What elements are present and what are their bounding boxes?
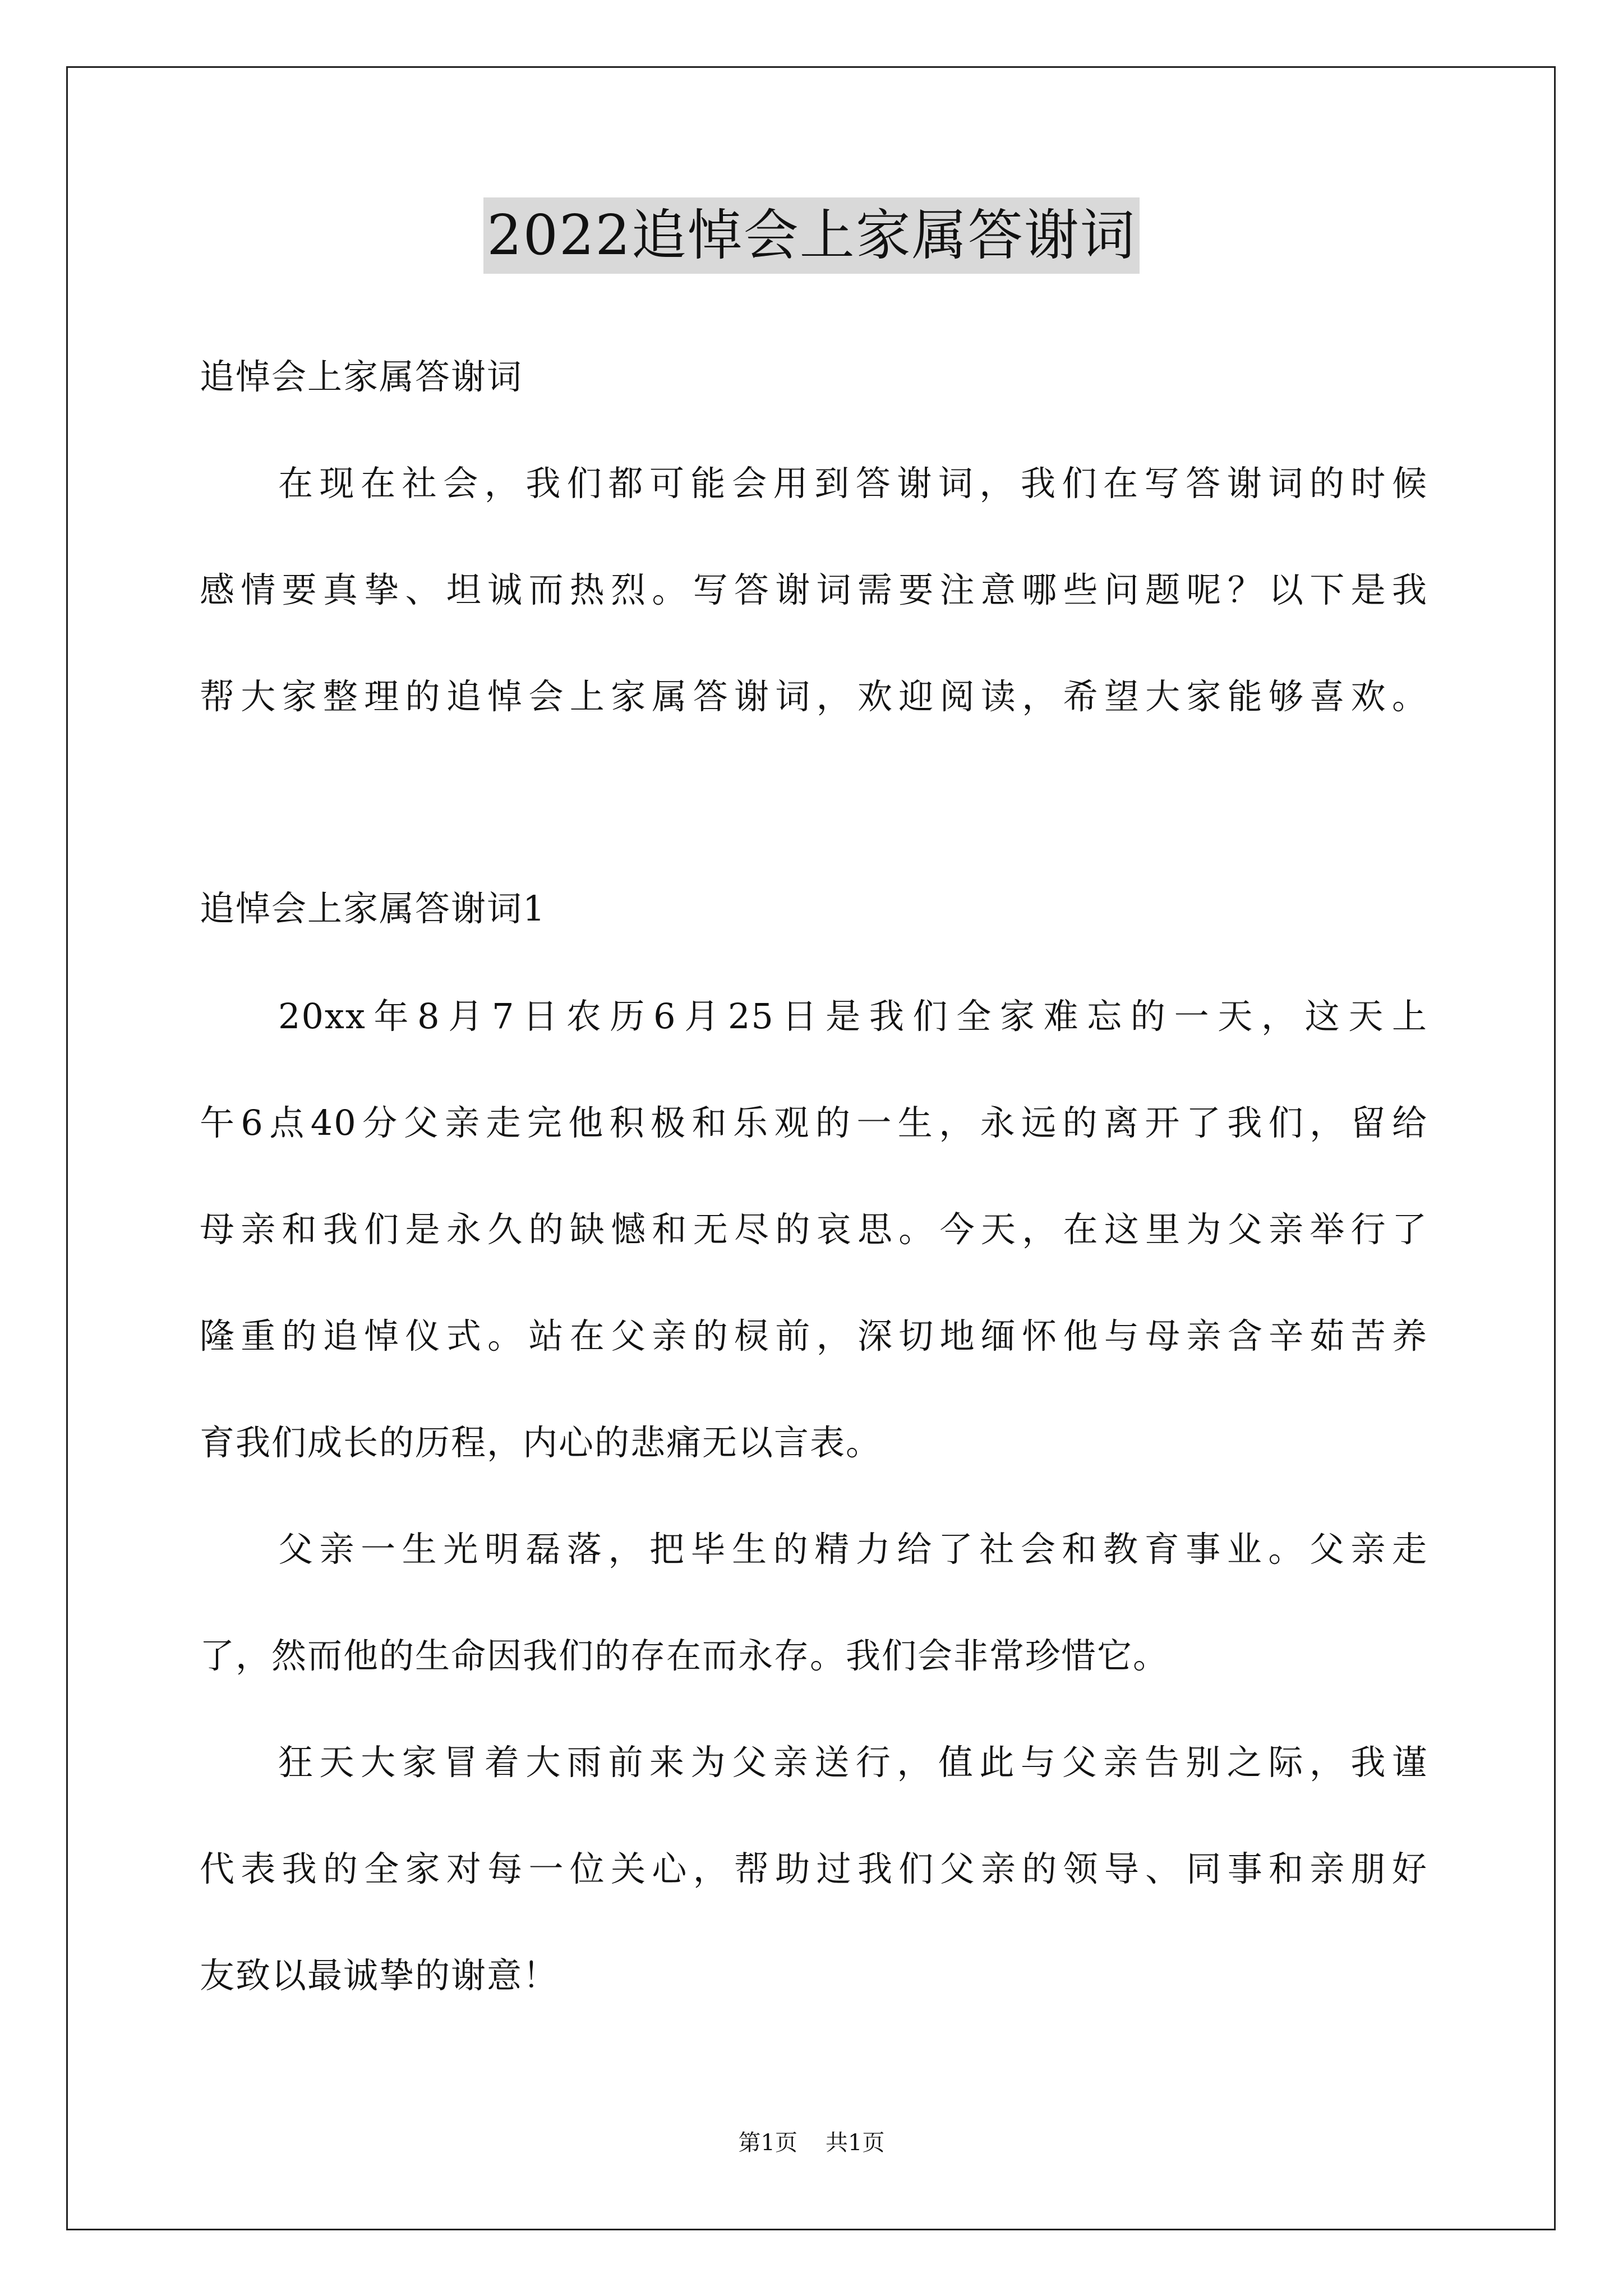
- paragraph-line: 父亲一生光明磊落，把毕生的精力给了社会和教育事业。父亲走: [278, 1529, 1428, 1570]
- paragraph-line: 狂天大家冒着大雨前来为父亲送行，值此与父亲告别之际，我谨: [278, 1742, 1428, 1783]
- intro-line: 在现在社会，我们都可能会用到答谢词，我们在写答谢词的时候: [278, 463, 1428, 504]
- paragraph-line: 午6点40分父亲走完他积极和乐观的一生，永远的离开了我们，留给: [200, 1102, 1428, 1143]
- paragraph-line: 友致以最诚挚的谢意！: [200, 1955, 559, 1996]
- paragraph-line: 隆重的追悼仪式。站在父亲的棂前，深切地缅怀他与母亲含辛茹苦养: [200, 1315, 1428, 1356]
- paragraph-line: 20xx年8月7日农历6月25日是我们全家难忘的一天，这天上: [278, 996, 1428, 1037]
- page-number: 第1页: [738, 2130, 797, 2156]
- page-total: 共1页: [826, 2130, 885, 2156]
- paragraph-line: 育我们成长的历程，内心的悲痛无以言表。: [200, 1422, 882, 1463]
- paragraph-line: 代表我的全家对每一位关心，帮助过我们父亲的领导、同事和亲朋好: [200, 1848, 1428, 1889]
- paragraph-line: 了，然而他的生命因我们的存在而永存。我们会非常珍惜它。: [200, 1635, 1169, 1676]
- section-heading: 追悼会上家属答谢词1: [200, 888, 546, 929]
- document-title: 2022追悼会上家属答谢词: [483, 197, 1139, 274]
- page-footer: [0, 2126, 1623, 2160]
- paragraph-line: 母亲和我们是永久的缺憾和无尽的哀思。今天，在这里为父亲举行了: [200, 1209, 1428, 1250]
- title-container: [0, 197, 1623, 274]
- subtitle: 追悼会上家属答谢词: [200, 356, 523, 397]
- intro-line: 感情要真挚、坦诚而热烈。写答谢词需要注意哪些问题呢？以下是我: [200, 569, 1428, 610]
- intro-line: 帮大家整理的追悼会上家属答谢词，欢迎阅读，希望大家能够喜欢。: [200, 676, 1428, 717]
